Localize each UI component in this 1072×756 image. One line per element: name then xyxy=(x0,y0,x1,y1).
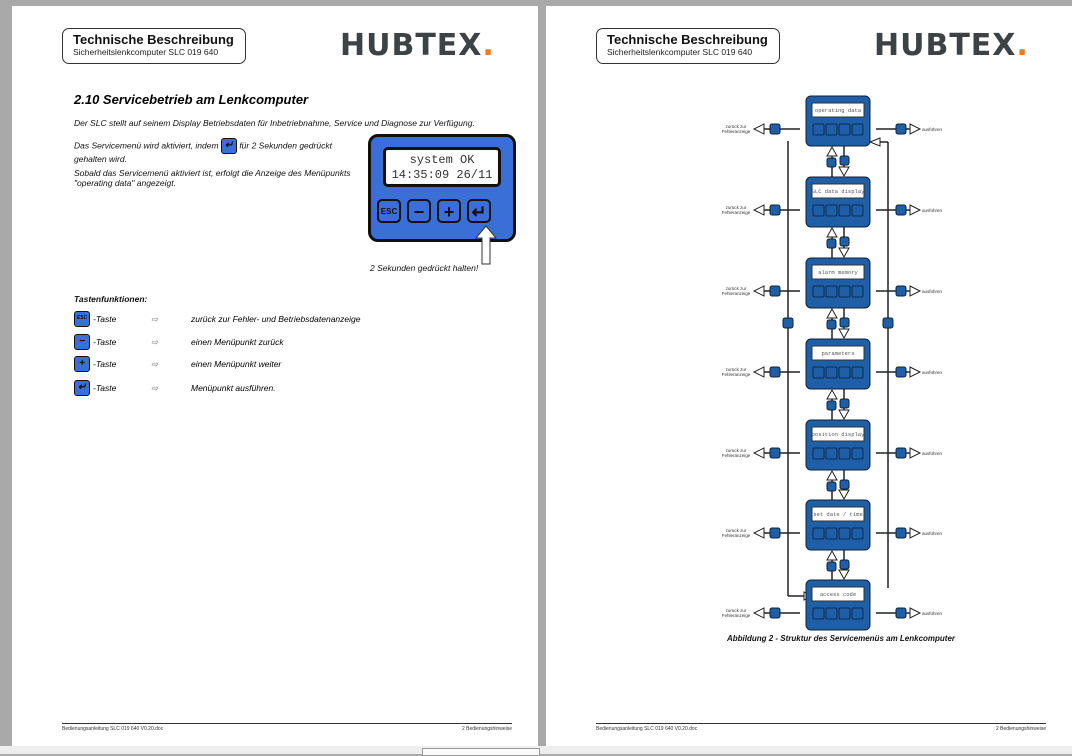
enter-key-icon xyxy=(896,205,906,215)
esc-key: ESC xyxy=(377,199,401,223)
minus-key-icon xyxy=(827,482,836,491)
execute-label: ausführen xyxy=(922,289,943,294)
back-label: zurück zur xyxy=(725,205,747,210)
key-icon xyxy=(813,608,824,619)
minus-key-icon xyxy=(827,158,836,167)
arrow-up-icon xyxy=(827,228,837,237)
arrow-down-icon xyxy=(839,167,849,176)
key-icon xyxy=(839,205,850,216)
menu-item-label: access code xyxy=(819,591,857,598)
key-icon xyxy=(839,286,850,297)
arrow-right-icon xyxy=(910,608,920,618)
page-footer: Bedienungsanleitung SLC 019 640 V0.20.doc 2 Bedienungshinweise xyxy=(596,723,1046,732)
back-label: zurück zur xyxy=(725,367,747,372)
minus-key-icon xyxy=(783,318,793,328)
esc-key-icon xyxy=(770,205,780,215)
arrow-down-icon xyxy=(839,570,849,579)
key-icon xyxy=(826,367,837,378)
lcd-display: system OK 14:35:09 26/11 xyxy=(383,147,501,187)
back-label: zurück zur xyxy=(725,448,747,453)
execute-label: ausführen xyxy=(922,451,943,456)
arrow-left-icon xyxy=(754,205,764,215)
key-icon xyxy=(813,448,824,459)
key-icon xyxy=(852,286,863,297)
key-icon xyxy=(852,124,863,135)
intro-text: Der SLC stellt auf seinem Display Betriebsdaten für Inbetriebnahme, Service und Diagnose zur Verfügung. xyxy=(74,118,475,128)
execute-label: ausführen xyxy=(922,208,943,213)
plus-key-icon xyxy=(840,156,849,165)
key-icon xyxy=(839,528,850,539)
function-row: ↵ -Taste ⇨ Menüpunkt ausführen. xyxy=(74,380,276,396)
key-icon xyxy=(813,124,824,135)
plus-key-icon xyxy=(840,560,849,569)
key-icon xyxy=(839,367,850,378)
arrow-up-icon xyxy=(827,390,837,399)
horizontal-scrollbar[interactable] xyxy=(0,746,1072,754)
menu-item-label: operating data xyxy=(814,107,862,114)
function-row: ESC -Taste ⇨ zurück zur Fehler- und Betriebsdatenanzeige xyxy=(74,311,360,327)
arrow-down-icon xyxy=(839,329,849,338)
page-1 xyxy=(12,6,538,746)
arrow-up-icon xyxy=(827,147,837,156)
header-box xyxy=(62,28,246,64)
arrow-right-icon xyxy=(910,205,920,215)
plus-key-icon xyxy=(840,399,849,408)
minus-key-icon xyxy=(827,239,836,248)
execute-label: ausführen xyxy=(922,127,943,132)
enter-key-icon xyxy=(896,124,906,134)
functions-title: Tastenfunktionen: xyxy=(74,294,148,304)
back-label: Fehleranzeige xyxy=(721,210,751,215)
figure-caption: Abbildung 2 - Struktur des Servicemenüs am Lenkcomputer xyxy=(726,634,956,643)
header-subtitle: Sicherheitslenkcomputer SLC 019 640 xyxy=(607,47,753,57)
plus-key-icon xyxy=(883,318,893,328)
arrow-left-icon xyxy=(754,286,764,296)
enter-key-icon: ↵ xyxy=(221,138,237,154)
enter-key-icon xyxy=(896,528,906,538)
back-label: zurück zur xyxy=(725,124,747,129)
key-icon xyxy=(813,205,824,216)
arrow-right-icon xyxy=(910,367,920,377)
enter-key-icon: ↵ xyxy=(74,380,90,396)
esc-key-icon xyxy=(770,528,780,538)
arrow-up-icon xyxy=(827,551,837,560)
arrow-down-icon xyxy=(839,490,849,499)
function-row: − -Taste ⇨ einen Menüpunkt zurück xyxy=(74,334,284,350)
key-icon xyxy=(813,286,824,297)
execute-label: ausführen xyxy=(922,531,943,536)
arrow-right-icon xyxy=(910,124,920,134)
back-label: Fehleranzeige xyxy=(721,372,751,377)
key-icon xyxy=(826,205,837,216)
back-label: Fehleranzeige xyxy=(721,291,751,296)
key-icon xyxy=(826,608,837,619)
arrow-right-icon xyxy=(910,528,920,538)
menu-item-label: alarm memory xyxy=(818,269,858,276)
back-label: zurück zur xyxy=(725,608,747,613)
key-icon xyxy=(852,205,863,216)
esc-key-icon xyxy=(770,608,780,618)
header-subtitle: Sicherheitslenkcomputer SLC 019 640 xyxy=(73,47,219,57)
arrow-down-icon xyxy=(839,410,849,419)
esc-key-icon: ESC xyxy=(74,311,90,327)
page-footer: Bedienungsanleitung SLC 019 640 V0.20.doc 2 Bedienungshinweise xyxy=(62,723,512,732)
menu-item-label: SLC data display xyxy=(811,188,865,195)
function-row: + -Taste ⇨ einen Menüpunkt weiter xyxy=(74,356,281,372)
hubtex-logo: HUBTEX. xyxy=(340,28,495,63)
key-icon xyxy=(852,367,863,378)
enter-key-icon xyxy=(896,608,906,618)
esc-key-icon xyxy=(770,448,780,458)
key-icon xyxy=(852,528,863,539)
arrow-left-icon xyxy=(754,367,764,377)
arrow-right-icon xyxy=(910,286,920,296)
header-title: Technische Beschreibung xyxy=(73,32,234,47)
enter-key: ↵ xyxy=(467,199,491,223)
back-label: Fehleranzeige xyxy=(721,533,751,538)
activation-text: Das Servicemenü wird aktiviert, indem ↵ für 2 Sekunden gedrückt gehalten wird. xyxy=(74,140,332,164)
service-menu-diagram xyxy=(546,6,1072,632)
key-icon xyxy=(813,528,824,539)
minus-key-icon xyxy=(827,401,836,410)
minus-key-icon xyxy=(827,562,836,571)
back-label: zurück zur xyxy=(725,286,747,291)
key-icon xyxy=(852,448,863,459)
key-icon xyxy=(839,608,850,619)
minus-key-icon: − xyxy=(74,334,90,350)
enter-key-icon xyxy=(896,448,906,458)
arrow-up-icon xyxy=(827,309,837,318)
back-label: Fehleranzeige xyxy=(721,129,751,134)
esc-key-icon xyxy=(770,286,780,296)
section-heading: 2.10 Servicebetrieb am Lenkcomputer xyxy=(74,92,309,107)
minus-key: − xyxy=(407,199,431,223)
menu-item-label: parameters xyxy=(821,350,855,357)
minus-key-icon xyxy=(827,320,836,329)
activation-info: Sobald das Servicemenü aktiviert ist, erfolgt die Anzeige des Menüpunkts "operating data" angezeigt. xyxy=(74,168,351,188)
arrow-down-icon xyxy=(839,248,849,257)
arrow-left-icon xyxy=(754,124,764,134)
esc-key-icon xyxy=(770,124,780,134)
plus-key-icon xyxy=(840,237,849,246)
arrow-left-icon xyxy=(754,528,764,538)
execute-label: ausführen xyxy=(922,370,943,375)
arrow-left-icon xyxy=(754,448,764,458)
menu-item-label: set date / time xyxy=(813,511,863,518)
menu-item-label: position display xyxy=(811,431,865,438)
key-icon xyxy=(826,528,837,539)
plus-key-icon xyxy=(840,480,849,489)
arrow-right-icon xyxy=(910,448,920,458)
page-2 xyxy=(546,6,1072,746)
plus-key: + xyxy=(437,199,461,223)
arrow-left-icon xyxy=(754,608,764,618)
up-arrow-icon xyxy=(474,224,498,266)
hold-caption: 2 Sekunden gedrückt halten! xyxy=(370,263,479,273)
arrow-icon xyxy=(870,138,880,146)
hubtex-logo: HUBTEX. xyxy=(874,28,1029,63)
arrow-up-icon xyxy=(827,471,837,480)
key-icon xyxy=(826,448,837,459)
header-title: Technische Beschreibung xyxy=(607,32,768,47)
key-icon xyxy=(852,608,863,619)
key-icon xyxy=(839,448,850,459)
key-icon xyxy=(826,286,837,297)
back-label: Fehleranzeige xyxy=(721,453,751,458)
back-label: Fehleranzeige xyxy=(721,613,751,618)
plus-key-icon xyxy=(840,318,849,327)
esc-key-icon xyxy=(770,367,780,377)
enter-key-icon xyxy=(896,367,906,377)
back-label: zurück zur xyxy=(725,528,747,533)
enter-key-icon xyxy=(896,286,906,296)
scrollbar-thumb[interactable] xyxy=(422,748,540,756)
execute-label: ausführen xyxy=(922,611,943,616)
key-icon xyxy=(839,124,850,135)
plus-key-icon: + xyxy=(74,356,90,372)
key-icon xyxy=(813,367,824,378)
key-icon xyxy=(826,124,837,135)
